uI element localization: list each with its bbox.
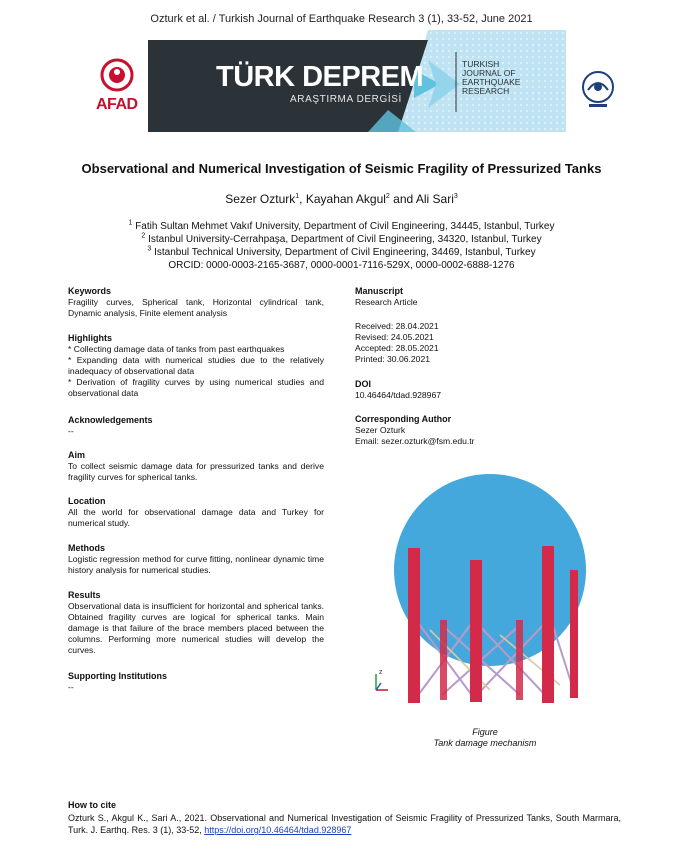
affiliation: $^2$ Istanbul University-Cerrahpaşa, Department of Civil Engineering, 34320, Istanbul, Turkey [141, 232, 542, 245]
journal-english-title: TURKISH JOURNAL OF EARTHQUAKE RESEARCH [462, 59, 521, 96]
axis-z-label: z [379, 669, 383, 676]
journal-subtitle: ARAŞTIRMA DERGİSİ [290, 94, 402, 105]
acknowledgements-section: Acknowledgements -- [68, 415, 153, 436]
highlights-section: Highlights * Collecting damage data of tanks from past earthquakes * Expanding data with numerical studies due to the relatively inadequacy of observational data * Derivation of fragility curves by using numerical studies and observational data [68, 333, 324, 398]
highlight-item: * Derivation of fragility curves by using numerical studies and observational data [68, 377, 324, 398]
figure-caption: Tank damage mechanism [433, 738, 537, 748]
highlight-item: * Collecting damage data of tanks from past earthquakes [68, 344, 285, 354]
revised-date: Revised: 24.05.2021 [355, 332, 434, 342]
location-section: Location All the world for observational damage data and Turkey for numerical study. [68, 496, 324, 528]
society-emblem-icon [580, 70, 616, 110]
methods-section: Methods Logistic regression method for curve fitting, nonlinear dynamic time history analysis for numerical studies. [68, 543, 324, 575]
how-to-cite-heading: How to cite [68, 800, 117, 810]
running-header: Ozturk et al. / Turkish Journal of Earthquake Research 3 (1), 33-52, June 2021 [150, 13, 533, 25]
author-list: Sezer Ozturk$^1$, Kayahan Akgul$^2$ and Ali Sari$^3$ [225, 192, 458, 206]
author-name: Sezer Ozturk [225, 192, 296, 206]
afad-emblem-icon [100, 58, 134, 92]
results-section: Results Observational data is insufficient for horizontal and spherical tanks. Obtained fragility curves are logical for spherical tanks. Main damage is that failure of the brace members placed between the columns. Performing more numerical studies will develop the curves. [68, 590, 324, 655]
dates-section [355, 321, 611, 365]
keywords-section: Keywords Fragility curves, Spherical tank, Horizontal cylindrical tank, Dynamic analysis, Finite element analysis [68, 286, 324, 318]
tank-figure [370, 470, 600, 720]
affiliation: $^3$ Istanbul Technical University, Department of Civil Engineering, 34469, Istanbul, Turkey [147, 245, 536, 258]
affiliation: $^1$ Fatih Sultan Mehmet Vakıf University, Department of Civil Engineering, 34445, Istanbul, Turkey [128, 219, 555, 232]
accepted-date: Accepted: 28.05.2021 [355, 343, 439, 353]
corresponding-author-section: Corresponding Author Sezer Ozturk Email: sezer.ozturk@fsm.edu.tr [355, 414, 611, 447]
journal-title: TÜRK DEPREM [216, 61, 424, 93]
highlight-item: * Expanding data with numerical studies due to the relatively inadequacy of observational data [68, 355, 324, 376]
afad-logo-text: AFAD [96, 96, 138, 113]
author-email: Email: sezer.ozturk@fsm.edu.tr [355, 436, 475, 446]
author-name: Kayahan Akgul [305, 192, 386, 206]
supporting-institutions-section: Supporting Institutions -- [68, 671, 167, 692]
figure-label: Figure [472, 727, 498, 737]
axis-triad-icon [376, 674, 388, 690]
doi-section: DOI 10.46464/tdad.928967 [355, 379, 442, 400]
author-name: Ali Sari [415, 192, 454, 206]
paper-title: Observational and Numerical Investigation of Seismic Fragility of Pressurized Tanks [81, 161, 602, 176]
citation-text: Ozturk S., Akgul K., Sari A., 2021. Observational and Numerical Investigation of Seismic Fragility of Pressurized Tanks, South Marmara, Turk. J. Earthq. Res. 3 (1), 33-52, https://doi.org/10.46464/tdad.928967 [68, 813, 621, 835]
manuscript-section: Manuscript Research Article [355, 286, 418, 307]
printed-date: Printed: 30.06.2021 [355, 354, 431, 364]
affiliations [0, 220, 683, 272]
doi-link[interactable]: https://doi.org/10.46464/tdad.928967 [204, 825, 352, 835]
orcid: ORCID: 0000-0003-2165-3687, 0000-0001-7116-529X, 0000-0002-6888-1276 [168, 260, 515, 271]
aim-section: Aim To collect seismic damage data for pressurized tanks and derive fragility curves for spherical tanks. [68, 450, 324, 482]
received-date: Received: 28.04.2021 [355, 321, 439, 331]
